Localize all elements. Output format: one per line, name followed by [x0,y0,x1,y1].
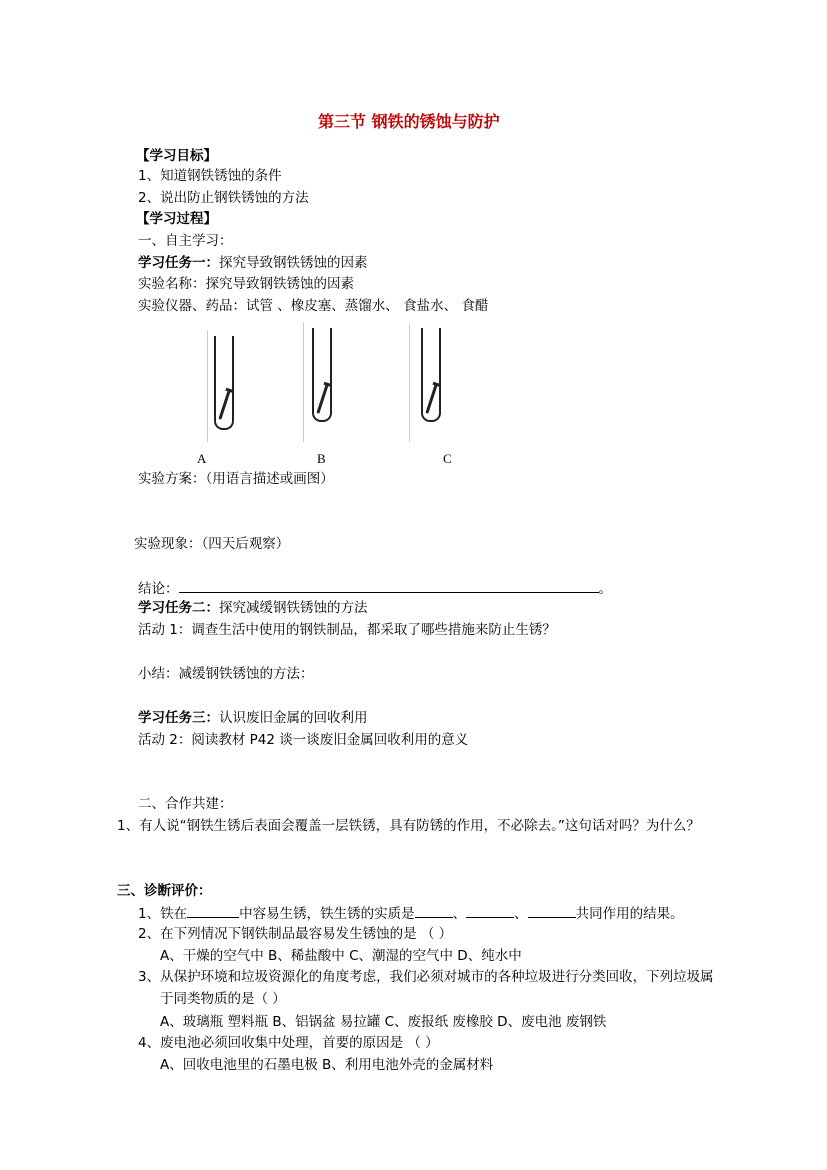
tube-label-c: C [443,451,452,466]
q1-blank-1[interactable] [187,903,239,918]
task1-text: 探究导致钢铁锈蚀的因素 [219,255,368,271]
experiment-name: 实验名称：探究导致钢铁锈蚀的因素 [138,276,354,292]
q1-text: 1、铁在 [138,906,188,922]
cooperate-heading: 二、合作共建： [138,796,233,812]
test-tube-c-icon [421,328,441,422]
tube-guide-line [303,322,304,442]
q1-text: 中容易生锈，铁生锈的实质是 [239,906,415,922]
objectives-heading: 【学习目标】 [136,148,217,164]
process-heading: 【学习过程】 [136,211,217,227]
eval-q3-options: A、玻璃瓶 塑料瓶 B、铝锅盆 易拉罐 C、废报纸 废橡胶 D、废电池 废钢铁 [160,1014,607,1030]
eval-q4: 4、废电池必须回收集中处理，首要的原因是 （ ） [138,1035,439,1051]
task1-label: 学习任务一： [138,255,219,271]
nail-icon [218,390,230,419]
q1-blank-4[interactable] [528,903,576,918]
task3-text: 认识废旧金属的回收利用 [219,710,368,726]
activity2: 活动 2：阅读教材 P42 谈一谈废旧金属回收利用的意义 [138,732,469,748]
conclusion-line [138,578,612,599]
evaluation-heading: 三、诊断评价： [117,883,212,899]
q1-text: 、 [452,906,467,922]
eval-q3-line1: 3、从保护环境和垃圾资源化的角度考虑，我们必须对城市的各种垃圾进行分类回收，下列垃圾属 [138,969,714,985]
test-tube-a-icon [214,336,234,430]
task2-line [138,598,368,618]
cooperate-question: 1、有人说“钢铁生锈后表面会覆盖一层铁锈，具有防锈的作用，不必除去。”这句话对吗？为什么？ [117,818,700,834]
eval-q3-line2: 于同类物质的是（ ） [160,991,286,1007]
tube-label-a: A [197,451,207,466]
task2-label: 学习任务二： [138,600,219,616]
page-title: 第三节 钢铁的锈蚀与防护 [318,112,500,131]
q1-blank-2[interactable] [415,903,453,918]
objective-item: 1、知道钢铁锈蚀的条件 [138,168,282,184]
tube-guide-line [207,330,208,442]
conclusion-end: 。 [598,581,612,597]
conclusion-blank[interactable] [179,578,599,593]
eval-q2-options: A、干燥的空气中 B、稀盐酸中 C、潮湿的空气中 D、纯水中 [160,948,522,964]
tube-guide-line [409,324,410,442]
nail-icon [425,384,437,413]
test-tube-b-icon [312,328,332,422]
tube-label-b: B [317,451,326,466]
summary: 小结：减缓钢铁锈蚀的方法： [138,666,314,682]
conclusion-label: 结论： [138,581,179,597]
task1-line [138,253,368,273]
eval-q4-options: A、回收电池里的石墨电极 B、利用电池外壳的金属材料 [160,1057,494,1073]
task3-label: 学习任务三： [138,710,219,726]
q1-text: 共同作用的结果。 [575,906,684,922]
activity1: 活动 1：调查生活中使用的钢铁制品，都采取了哪些措施来防止生锈？ [138,622,556,638]
task3-line [138,708,368,728]
eval-q2: 2、在下列情况下钢铁制品最容易发生锈蚀的是 （ ） [138,926,453,942]
q1-text: 、 [514,906,528,922]
task2-text: 探究减缓钢铁锈蚀的方法 [219,600,368,616]
experiment-plan: 实验方案：（用语言描述或画图） [138,471,334,487]
nail-icon [316,384,328,413]
objective-item: 2、说出防止钢铁锈蚀的方法 [138,190,309,206]
experiment-observation: 实验现象：（四天后观察） [134,536,290,552]
q1-blank-3[interactable] [466,903,514,918]
section-self-study: 一、自主学习： [138,233,233,249]
eval-q1 [138,903,684,924]
experiment-equipment: 实验仪器、药品：试管 、橡皮塞、蒸馏水、 食盐水、 食醋 [138,298,489,314]
